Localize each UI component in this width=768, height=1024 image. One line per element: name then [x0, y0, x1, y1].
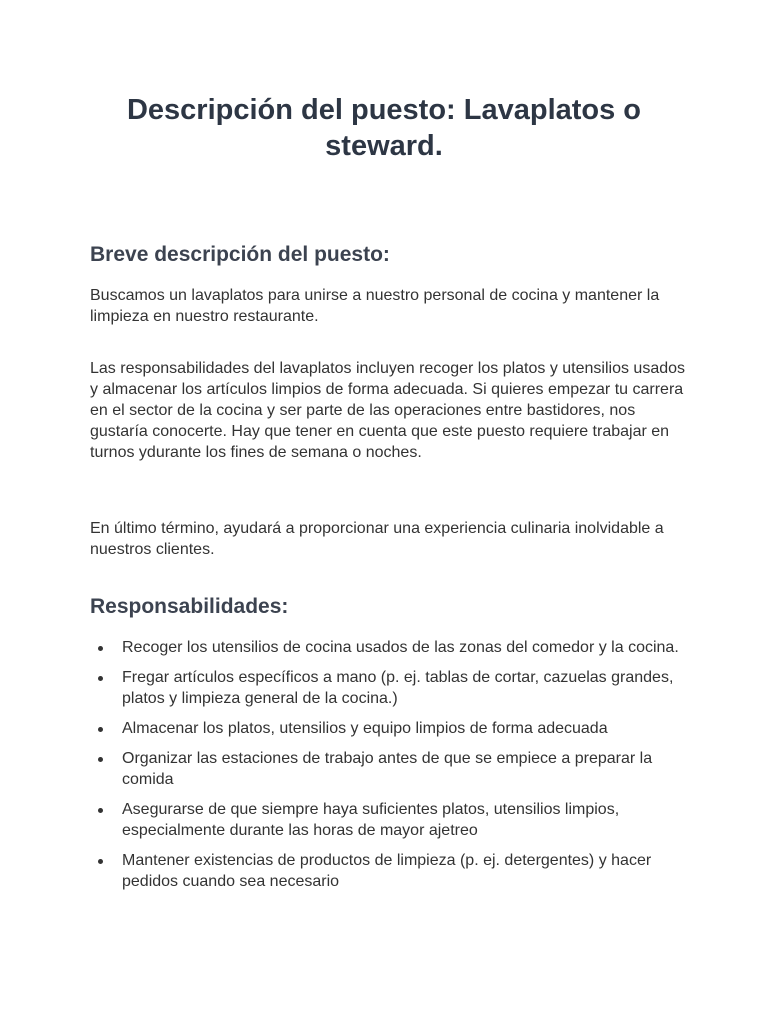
list-item [90, 748, 690, 790]
section-heading-responsibilities: Responsabilidades: [90, 595, 289, 618]
bullet-icon [98, 646, 103, 651]
paragraph-intro: Buscamos un lavaplatos para unirse a nuestro personal de cocina y mantener la limpieza en nuestro restaurante. [90, 287, 660, 325]
paragraph-closing: En último término, ayudará a proporcionar una experiencia culinaria inolvidable a nuestros clientes. [90, 520, 664, 558]
responsibilities-list [90, 637, 690, 901]
bullet-icon [98, 757, 103, 762]
section-heading-brief-description: Breve descripción del puesto: [90, 243, 390, 266]
list-item-text: Mantener existencias de productos de limpieza (p. ej. detergentes) y hacer pedidos cuando sea necesario [122, 852, 652, 890]
bullet-icon [98, 676, 103, 681]
list-item-text: Almacenar los platos, utensilios y equipo limpios de forma adecuada [122, 720, 608, 737]
list-item [90, 718, 690, 739]
bullet-icon [98, 859, 103, 864]
list-item [90, 637, 690, 658]
list-item [90, 667, 690, 709]
list-item-text: Asegurarse de que siempre haya suficientes platos, utensilios limpios, especialmente durante las horas de mayor ajetreo [122, 801, 620, 839]
list-item-text: Recoger los utensilios de cocina usados de las zonas del comedor y la cocina. [122, 639, 679, 656]
list-item [90, 850, 690, 892]
list-item [90, 799, 690, 841]
list-item-text: Organizar las estaciones de trabajo antes de que se empiece a preparar la comida [122, 750, 653, 788]
page-title: Descripción del puesto: Lavaplatos o steward. [126, 94, 642, 162]
bullet-icon [98, 808, 103, 813]
paragraph-responsibilities-summary: Las responsabilidades del lavaplatos incluyen recoger los platos y utensilios usados y almacenar los artículos limpios de forma adecuada. Si quieres empezar tu carrera en el sector de la cocina y ser parte de las operaciones entre bastidores, nos gustaría conocerte. Hay que tener en cuenta que este puesto requiere trabajar en turnos ydurante los fines de semana o noches. [90, 360, 686, 461]
list-item-text: Fregar artículos específicos a mano (p. ej. tablas de cortar, cazuelas grandes, platos y limpieza general de la cocina.) [122, 669, 674, 707]
bullet-icon [98, 727, 103, 732]
